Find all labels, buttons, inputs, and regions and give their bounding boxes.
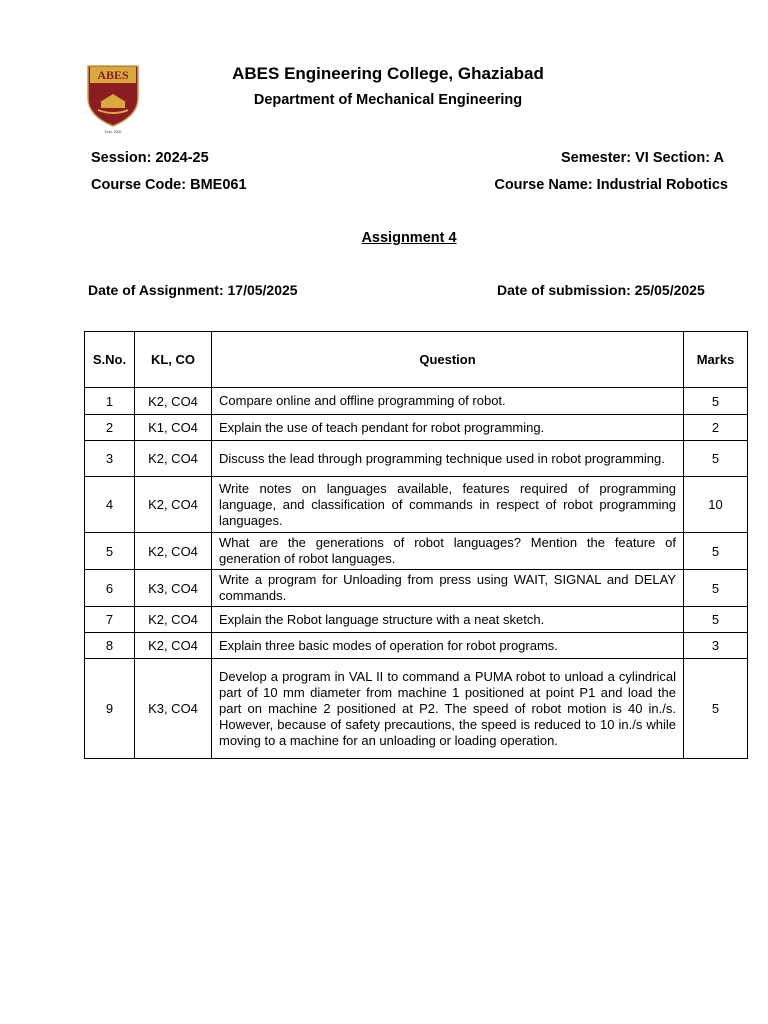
row-klco: K3, CO4 [135, 570, 212, 607]
row-sno: 2 [85, 415, 135, 441]
table-row [85, 415, 748, 441]
row-klco: K2, CO4 [135, 388, 212, 415]
row-sno: 3 [85, 441, 135, 477]
table-row [85, 533, 748, 570]
date-of-submission: Date of submission: 25/05/2025 [497, 282, 705, 298]
row-question: Compare online and offline programming of robot. [212, 388, 684, 415]
row-question: Explain three basic modes of operation for robot programs. [212, 633, 684, 659]
row-sno: 1 [85, 388, 135, 415]
header-marks: Marks [684, 332, 748, 388]
row-klco: K2, CO4 [135, 477, 212, 533]
row-klco: K3, CO4 [135, 659, 212, 759]
table-row [85, 659, 748, 759]
table-row [85, 570, 748, 607]
header-klco: KL, CO [135, 332, 212, 388]
department-name: Department of Mechanical Engineering [253, 92, 523, 108]
header-sno: S.No. [85, 332, 135, 388]
table-header-row [85, 332, 748, 388]
row-question: Explain the use of teach pendant for robot programming. [212, 415, 684, 441]
row-klco: K2, CO4 [135, 633, 212, 659]
table-row [85, 633, 748, 659]
row-sno: 9 [85, 659, 135, 759]
row-sno: 7 [85, 607, 135, 633]
row-sno: 4 [85, 477, 135, 533]
table-row [85, 607, 748, 633]
questions-table [84, 331, 748, 759]
row-marks: 5 [684, 659, 748, 759]
row-marks: 5 [684, 388, 748, 415]
row-sno: 6 [85, 570, 135, 607]
row-question: Discuss the lead through programming technique used in robot programming. [212, 441, 684, 477]
semester-section: Semester: VI Section: A [560, 150, 724, 166]
course-code: Course Code: BME061 [91, 177, 247, 193]
row-question: Write notes on languages available, features required of programming language, and classification of commands in respect of robot programming languages. [212, 477, 684, 533]
row-klco: K2, CO4 [135, 441, 212, 477]
row-question: Develop a program in VAL II to command a PUMA robot to unload a cylindrical part of 10 mm diameter from machine 1 positioned at point P1 and load the part on machine 2 positioned at P2. The speed of robot motion is 40 in./s. However, because of safety precautions, the speed is reduced to 10 in./s while moving to a machine for an unloading or loading operation. [212, 659, 684, 759]
table-row [85, 441, 748, 477]
row-question: What are the generations of robot languages? Mention the feature of generation of robot languages. [212, 533, 684, 570]
row-sno: 8 [85, 633, 135, 659]
row-marks: 5 [684, 533, 748, 570]
row-marks: 10 [684, 477, 748, 533]
row-klco: K2, CO4 [135, 533, 212, 570]
table-row [85, 388, 748, 415]
header-question: Question [212, 332, 684, 388]
row-question: Write a program for Unloading from press using WAIT, SIGNAL and DELAY commands. [212, 570, 684, 607]
row-sno: 5 [85, 533, 135, 570]
row-klco: K1, CO4 [135, 415, 212, 441]
row-marks: 5 [684, 441, 748, 477]
row-marks: 2 [684, 415, 748, 441]
assignment-title-text: Assignment 4 [361, 230, 457, 246]
date-of-assignment: Date of Assignment: 17/05/2025 [88, 282, 298, 298]
table-row [85, 477, 748, 533]
course-name: Course Name: Industrial Robotics [494, 177, 728, 193]
row-question: Explain the Robot language structure with a neat sketch. [212, 607, 684, 633]
session: Session: 2024-25 [91, 150, 209, 166]
row-marks: 3 [684, 633, 748, 659]
row-marks: 5 [684, 570, 748, 607]
college-name: ABES Engineering College, Ghaziabad [232, 64, 544, 83]
row-klco: K2, CO4 [135, 607, 212, 633]
row-marks: 5 [684, 607, 748, 633]
assignment-title [0, 230, 768, 246]
logo-estd: Estd. 2000 [104, 130, 122, 134]
logo-text: ABES [97, 68, 129, 82]
